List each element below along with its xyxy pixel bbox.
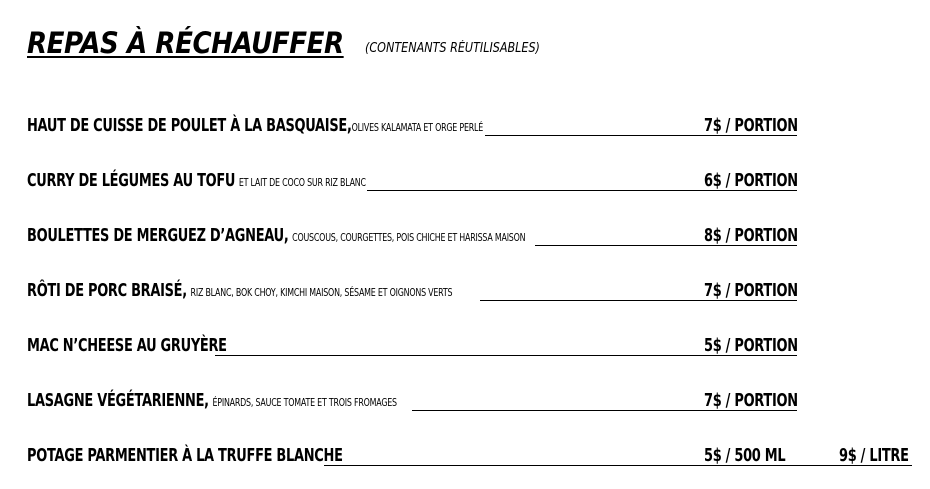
dish-name: RÔTI DE PORC BRAISÉ, xyxy=(27,280,187,301)
dish-price: 7$ / PORTION xyxy=(704,115,798,136)
dish-description: ET LAIT DE COCO SUR RIZ BLANC xyxy=(238,176,366,189)
dish-text xyxy=(27,392,397,410)
menu-item xyxy=(27,387,797,411)
dish-name: HAUT DE CUISSE DE POULET À LA BASQUAISE, xyxy=(27,115,352,136)
dish-description: COUSCOUS, COURGETTES, POIS CHICHE ET HARISSA MAISON xyxy=(292,231,526,244)
dish-description: RIZ BLANC, BOK CHOY, KIMCHI MAISON, SÉSAME ET OIGNONS VERTS xyxy=(190,286,453,299)
dish-price-alt: 9$ / LITRE xyxy=(839,445,909,466)
dish-text xyxy=(27,172,366,190)
dish-name: CURRY DE LÉGUMES AU TOFU xyxy=(27,170,236,191)
dish-name: LASAGNE VÉGÉTARIENNE, xyxy=(27,390,209,411)
dish-price: 6$ / PORTION xyxy=(704,170,798,191)
dish-text xyxy=(27,447,343,465)
page-title: REPAS À RÉCHAUFFER xyxy=(27,26,344,60)
dish-price: 8$ / PORTION xyxy=(704,225,798,246)
dish-text xyxy=(27,117,483,135)
dish-name: POTAGE PARMENTIER À LA TRUFFE BLANCHE xyxy=(27,445,343,466)
dish-price: 7$ / PORTION xyxy=(704,280,798,301)
dish-price: 5$ / 500 ML xyxy=(704,445,786,466)
dish-description: ÉPINARDS, SAUCE TOMATE ET TROIS FROMAGES xyxy=(212,396,397,409)
dish-name: BOULETTES DE MERGUEZ D’AGNEAU, xyxy=(27,225,289,246)
dish-text xyxy=(27,337,227,355)
dish-price: 7$ / PORTION xyxy=(704,390,798,411)
menu-item xyxy=(27,442,912,466)
dish-text xyxy=(27,282,452,300)
menu-item xyxy=(27,112,797,136)
dish-text xyxy=(27,227,525,245)
leader-line xyxy=(324,465,912,466)
menu-item xyxy=(27,277,797,301)
menu-item xyxy=(27,332,797,356)
page-subtitle: (CONTENANTS RÉUTILISABLES) xyxy=(365,41,540,56)
menu-item xyxy=(27,222,797,246)
menu-item xyxy=(27,167,797,191)
dish-name: MAC N’CHEESE AU GRUYÈRE xyxy=(27,335,227,356)
dish-description: OLIVES KALAMATA ET ORGE PERLÉ xyxy=(351,121,484,134)
dish-price: 5$ / PORTION xyxy=(704,335,798,356)
